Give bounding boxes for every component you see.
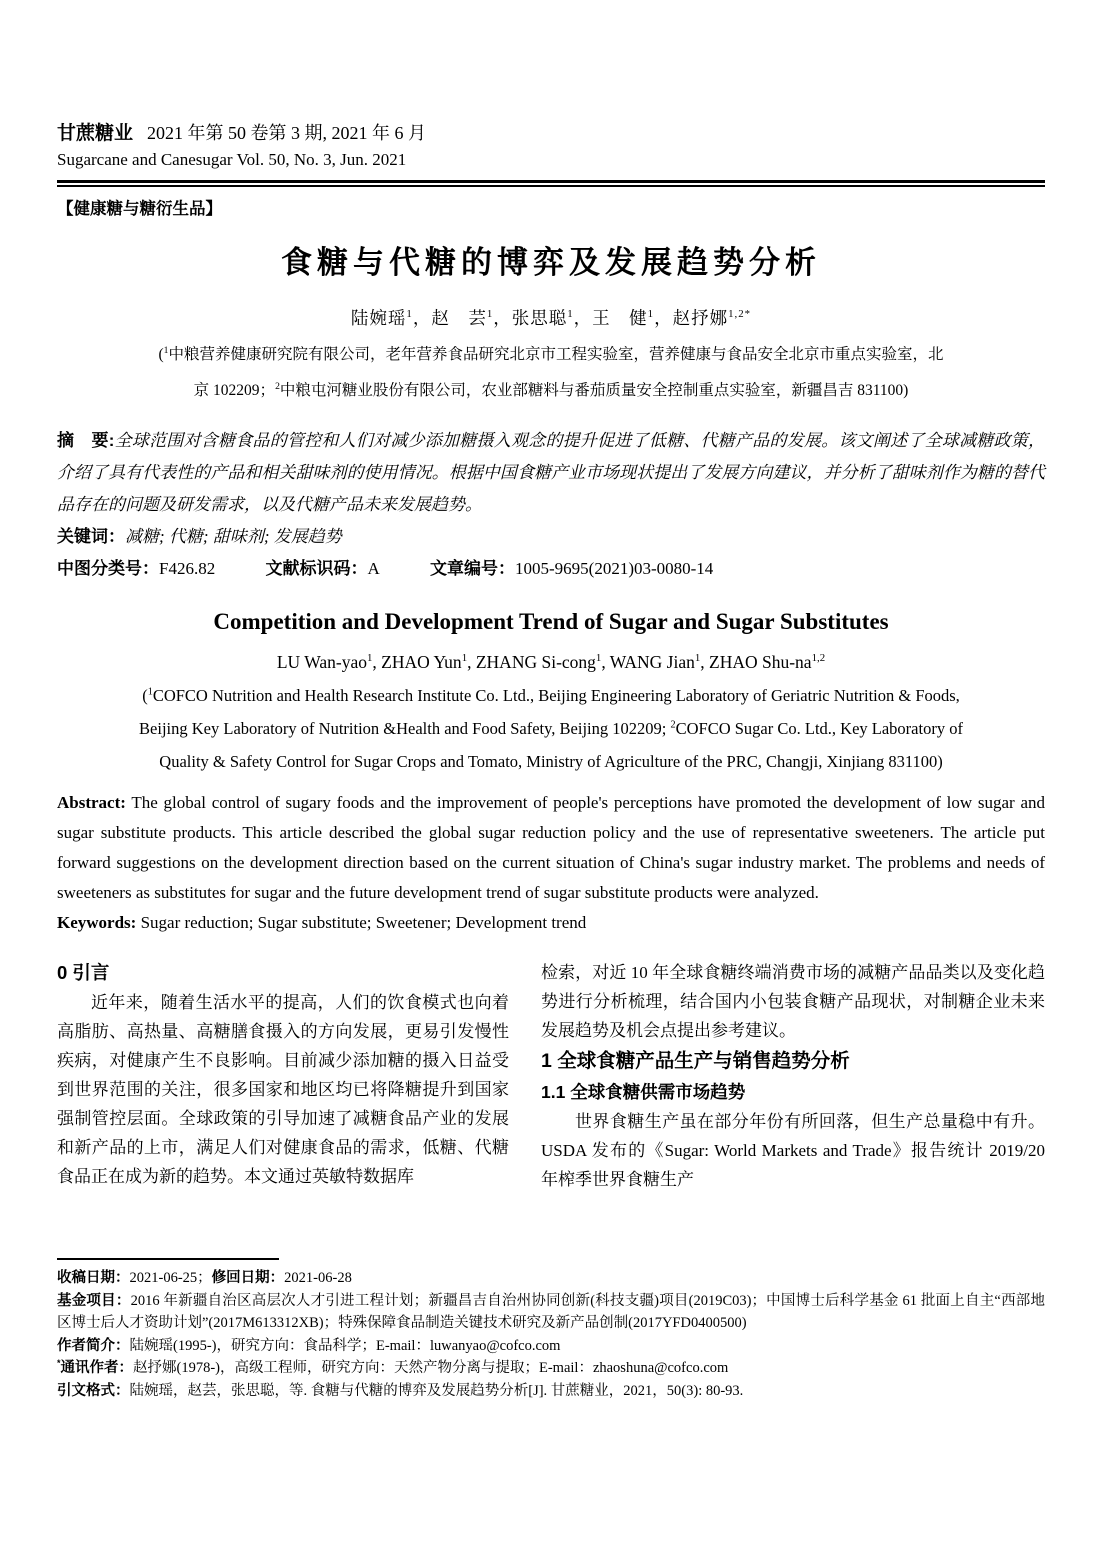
section-1-1-paragraph: 世界食糖生产虽在部分年份有所回落，但生产总量稳中有升。USDA 发布的《Sugar: World Markets and Trade》报告统计 2019/20 年榨季世界食糖生产	[541, 1112, 1045, 1189]
document-code	[265, 553, 379, 585]
abstract-cn	[57, 425, 1045, 521]
body-columns	[57, 958, 1045, 1194]
footnote-funding: 基金项目：2016 年新疆自治区高层次人才引进工程计划；新疆昌吉自治州协同创新(科技支疆)项目(2019C03)；中国博士后科学基金 61 批面上自主“西部地区博士后人才资助计划”(2017M613312XB)；特殊保障食品制造关键技术研究及新产品创制(2017YFD0400500)	[57, 1292, 1046, 1331]
journal-issue-line	[57, 120, 1045, 147]
authors-cn: 陆婉瑶$^1$，赵 芸$^1$，张思聪$^1$，王 健$^1$，赵抒娜$^{1,2*}$	[350, 308, 752, 328]
header-divider-rule	[57, 180, 1045, 187]
article-title-cn: 食糖与代糖的博弈及发展趋势分析	[281, 245, 821, 280]
section-heading-1-1: 1.1 全球食糖供需市场趋势	[541, 1082, 746, 1102]
footnote-author-bio: 作者简介：陆婉瑶(1995-)，研究方向：食品科学；E-mail：luwanyao@cofco.com	[57, 1337, 561, 1354]
affiliation-en-line1: ($^1$COFCO Nutrition and Health Research Institute Co. Ltd., Beijing Engineering Laboratory of Geriatric Nutrition & Foods,	[142, 686, 960, 705]
article-id	[430, 553, 713, 585]
keywords-en	[57, 908, 1045, 938]
document-code-value: A	[367, 559, 380, 578]
journal-header	[57, 0, 1045, 172]
abstract-en-text: The global control of sugary foods and the improvement of people's perceptions have promoted the development of low sugar and sugar substitute products. This article described the global sugar reduction policy and the use of representative sweeteners. The article put forward suggestions on the development direction based on the current situation of China's sugar industry market. The problems and needs of sweeteners as substitutes for sugar and the future development trend of sugar substitute products were analyzed.	[57, 793, 1045, 902]
keywords-cn	[57, 521, 1045, 553]
affiliation-cn	[57, 337, 1045, 409]
clc-value: F426.82	[159, 559, 216, 578]
column-tag: 【健康糖与糖衍生品】	[57, 200, 222, 218]
keywords-en-text: Sugar reduction; Sugar substitute; Sweetener; Development trend	[136, 913, 587, 932]
article-id-value: 1005-9695(2021)03-0080-14	[515, 559, 714, 578]
abstract-cn-text: 全球范围对含糖食品的管控和人们对减少添加糖摄入观念的提升促进了低糖、代糖产品的发展。该文阐述了全球减糖政策，介绍了具有代表性的产品和相关甜味剂的使用情况。根据中国食糖产业市场现状提出了发展方向建议，并分析了甜味剂作为糖的替代品存在的问题及研发需求，以及代糖产品未来发展趋势。	[57, 431, 1045, 514]
authors-en: LU Wan-yao$^1$, ZHAO Yun$^1$, ZHANG Si-cong$^1$, WANG Jian$^1$, ZHAO Shu-na$^{1,2}$	[276, 652, 826, 672]
journal-issue-info: 2021 年第 50 卷第 3 期, 2021 年 6 月	[147, 123, 427, 143]
footnote-divider-rule	[57, 1258, 279, 1260]
footnote-block	[57, 1258, 1045, 1402]
affiliation-cn-line1: ($^1$中粮营养健康研究院有限公司，老年营养食品研究北京市工程实验室，营养健康与食品安全北京市重点实验室，北	[158, 344, 944, 363]
document-code-label: 文献标识码：	[265, 559, 368, 578]
clc-number	[57, 553, 215, 585]
body-column-right	[541, 958, 1045, 1194]
clc-label: 中图分类号：	[57, 559, 159, 578]
page-content	[57, 0, 1045, 1194]
body-column-left	[57, 958, 509, 1194]
keywords-cn-label: 关键词：	[57, 527, 125, 546]
article-meta-line	[57, 553, 1045, 585]
affiliation-en-line2: Beijing Key Laboratory of Nutrition &Health and Food Safety, Beijing 102209; $^2$COFCO Sugar Co. Ltd., Key Laboratory of	[139, 719, 963, 738]
section-heading-1: 1 全球食糖产品生产与销售趋势分析	[541, 1050, 850, 1072]
section-heading-0-introduction: 0 引言	[57, 962, 110, 983]
keywords-cn-text: 减糖; 代糖; 甜味剂; 发展趋势	[125, 527, 342, 546]
abstract-en-label: Abstract:	[57, 793, 126, 812]
journal-name-en: Sugarcane and Canesugar Vol. 50, No. 3, Jun. 2021	[57, 150, 407, 169]
intro-paragraph-continued: 检索，对近 10 年全球食糖终端消费市场的减糖产品品类以及变化趋势进行分析梳理，结合国内小包装食糖产品现状，对制糖企业未来发展趋势及机会点提出参考建议。	[541, 963, 1045, 1040]
article-id-label: 文章编号：	[430, 559, 515, 578]
article-title-en: Competition and Development Trend of Sugar and Sugar Substitutes	[213, 609, 889, 634]
footnote-citation-format: 引文格式：陆婉瑶，赵芸，张思聪，等. 食糖与代糖的博弈及发展趋势分析[J]. 甘蔗糖业，2021，50(3): 80-93.	[57, 1382, 744, 1399]
abstract-en	[57, 788, 1045, 908]
intro-paragraph: 近年来，随着生活水平的提高，人们的饮食模式也向着高脂肪、高热量、高糖膳食摄入的方向发展，更易引发慢性疾病，对健康产生不良影响。目前减少添加糖的摄入日益受到世界范围的关注，很多国家和地区均已将降糖提升到国家强制管控层面。全球政策的引导加速了减糖食品产业的发展和新产品的上市，满足人们对健康食品的需求，低糖、代糖食品正在成为新的趋势。本文通过英敏特数据库	[57, 993, 509, 1186]
affiliation-en-line3: Quality & Safety Control for Sugar Crops and Tomato, Ministry of Agriculture of the PRC, Changji, Xinjiang 831100)	[159, 752, 943, 771]
affiliation-cn-line2: 京 102209；$^2$中粮屯河糖业股份有限公司，农业部糖料与番茄质量安全控制重点实验室，新疆昌吉 831100)	[193, 380, 909, 399]
affiliation-en	[57, 679, 1045, 778]
footnote-corresponding-author: *通讯作者：赵抒娜(1978-)，高级工程师，研究方向：天然产物分离与提取；E-mail：zhaoshuna@cofco.com	[57, 1358, 729, 1376]
abstract-cn-label: 摘 要:	[57, 431, 115, 450]
journal-name-cn: 甘蔗糖业	[57, 123, 134, 144]
footnote-received-dates: 收稿日期：2021-06-25；修回日期：2021-06-28	[57, 1270, 352, 1286]
keywords-en-label: Keywords:	[57, 913, 137, 932]
